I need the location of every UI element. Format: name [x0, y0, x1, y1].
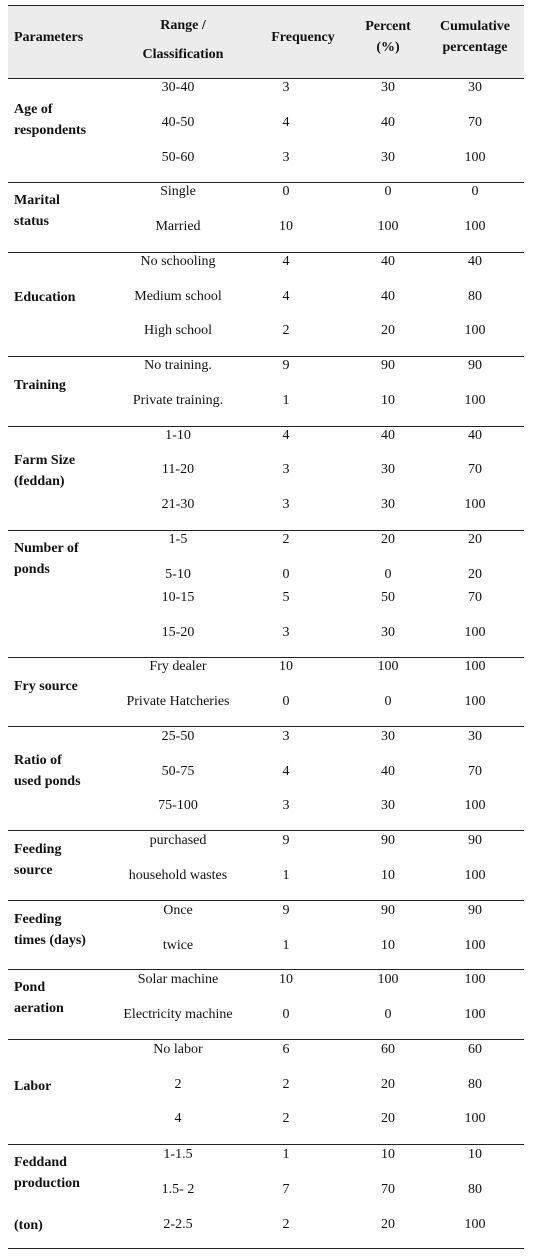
- range-cell: Solar machine: [137, 972, 219, 987]
- percent-cell: 40: [381, 428, 395, 443]
- frequency-cell: 2: [282, 532, 290, 547]
- range-cell: household wastes: [128, 868, 228, 883]
- cumulative-cell: 10: [468, 1147, 482, 1162]
- cumulative-cell: 100: [464, 938, 486, 953]
- cumulative-cell: 70: [468, 115, 482, 130]
- parameter-label: Training: [14, 378, 66, 393]
- cumulative-cell: 100: [464, 625, 486, 640]
- range-cell: No training.: [144, 358, 212, 373]
- range-cell: 1.5- 2: [161, 1182, 195, 1197]
- range-cell: No schooling: [140, 254, 216, 269]
- frequency-cell: 1: [282, 938, 290, 953]
- frequency-cell: 4: [282, 289, 290, 304]
- range-cell: 2: [174, 1077, 182, 1092]
- table-group: [8, 1144, 524, 1249]
- frequency-cell: 3: [282, 462, 290, 477]
- table-group: [8, 182, 524, 253]
- frequency-cell: 0: [282, 184, 290, 199]
- frequency-cell: 3: [282, 497, 290, 512]
- range-cell: 5-10: [165, 567, 191, 582]
- range-cell: Married: [155, 219, 201, 234]
- frequency-cell: 10: [279, 972, 293, 987]
- table-group: [8, 356, 524, 427]
- parameter-label: Ratio of used ponds: [14, 753, 81, 789]
- header-parameters: Parameters: [14, 30, 84, 45]
- frequency-cell: 0: [282, 1007, 290, 1022]
- percent-cell: 30: [381, 729, 395, 744]
- frequency-cell: 10: [279, 219, 293, 234]
- percent-cell: 70: [381, 1182, 395, 1197]
- range-cell: Once: [163, 903, 193, 918]
- percent-cell: 0: [384, 184, 392, 199]
- range-cell: Single: [160, 184, 196, 199]
- cumulative-cell: 100: [464, 219, 486, 234]
- cumulative-cell: 100: [464, 150, 486, 165]
- percent-cell: 10: [381, 938, 395, 953]
- frequency-cell: 2: [282, 1217, 290, 1232]
- cumulative-cell: 0: [471, 184, 479, 199]
- frequency-cell: 6: [282, 1042, 290, 1057]
- percent-cell: 10: [381, 1147, 395, 1162]
- cumulative-cell: 100: [464, 694, 486, 709]
- table-group: [8, 969, 524, 1040]
- frequency-cell: 3: [282, 150, 290, 165]
- range-cell: 1-1.5: [163, 1147, 193, 1162]
- percent-cell: 20: [381, 323, 395, 338]
- table-group: [8, 78, 524, 183]
- frequency-cell: 3: [282, 80, 290, 95]
- percent-cell: 20: [381, 1217, 395, 1232]
- frequency-cell: 9: [282, 833, 290, 848]
- frequency-cell: 7: [282, 1182, 290, 1197]
- percent-cell: 20: [381, 1111, 395, 1126]
- frequency-cell: 3: [282, 729, 290, 744]
- table-group: [8, 657, 524, 727]
- cumulative-cell: 90: [468, 903, 482, 918]
- parameter-label: Marital status: [14, 193, 60, 229]
- percent-cell: 20: [381, 1077, 395, 1092]
- range-cell: Private Hatcheries: [126, 694, 230, 709]
- frequency-cell: 9: [282, 358, 290, 373]
- percent-cell: 40: [381, 254, 395, 269]
- range-cell: 21-30: [161, 497, 195, 512]
- frequency-cell: 9: [282, 903, 290, 918]
- frequency-cell: 4: [282, 764, 290, 779]
- range-cell: 50-75: [161, 764, 195, 779]
- cumulative-cell: 100: [464, 323, 486, 338]
- percent-cell: 30: [381, 150, 395, 165]
- percent-cell: 30: [381, 497, 395, 512]
- cumulative-cell: 100: [464, 1007, 486, 1022]
- frequency-cell: 0: [282, 567, 290, 582]
- parameter-label: Number of ponds: [14, 541, 79, 577]
- cumulative-cell: 100: [464, 659, 486, 674]
- parameter-label: Pond aeration: [14, 980, 64, 1016]
- frequency-cell: 4: [282, 115, 290, 130]
- frequency-cell: 0: [282, 694, 290, 709]
- frequency-cell: 4: [282, 254, 290, 269]
- range-cell: 75-100: [158, 798, 198, 813]
- parameter-label: Feeding times (days): [14, 912, 86, 948]
- range-cell: 1-10: [165, 428, 191, 443]
- cumulative-cell: 20: [468, 567, 482, 582]
- range-cell: 30-40: [161, 80, 195, 95]
- cumulative-cell: 70: [468, 462, 482, 477]
- percent-cell: 0: [384, 1007, 392, 1022]
- table-group: [8, 830, 524, 901]
- cumulative-cell: 100: [464, 972, 486, 987]
- percent-cell: 60: [381, 1042, 395, 1057]
- cumulative-cell: 100: [464, 1111, 486, 1126]
- percent-cell: 40: [381, 115, 395, 130]
- percent-cell: 90: [381, 358, 395, 373]
- frequency-cell: 3: [282, 625, 290, 640]
- range-cell: 25-50: [161, 729, 195, 744]
- header-cumulative: Cumulative percentage: [440, 19, 510, 55]
- frequency-cell: 1: [282, 393, 290, 408]
- percent-cell: 20: [381, 532, 395, 547]
- percent-cell: 50: [381, 590, 395, 605]
- range-cell: Medium school: [134, 289, 222, 304]
- range-cell: twice: [162, 938, 194, 953]
- range-cell: No labor: [153, 1042, 203, 1057]
- range-cell: Private training.: [132, 393, 224, 408]
- range-cell: 10-15: [161, 590, 195, 605]
- percent-cell: 40: [381, 289, 395, 304]
- cumulative-cell: 20: [468, 532, 482, 547]
- cumulative-cell: 100: [464, 798, 486, 813]
- table-group: [8, 426, 524, 531]
- parameter-label: Labor: [14, 1079, 52, 1094]
- table-group: [8, 252, 524, 357]
- range-cell: 40-50: [161, 115, 195, 130]
- range-cell: 4: [174, 1111, 182, 1126]
- range-cell: High school: [143, 323, 213, 338]
- frequency-cell: 1: [282, 1147, 290, 1162]
- table-group: [8, 900, 524, 970]
- header-range: Range / Classification: [142, 18, 224, 62]
- cumulative-cell: 60: [468, 1042, 482, 1057]
- cumulative-cell: 90: [468, 358, 482, 373]
- cumulative-cell: 100: [464, 393, 486, 408]
- cumulative-cell: 100: [464, 1217, 486, 1232]
- percent-cell: 100: [377, 972, 399, 987]
- cumulative-cell: 70: [468, 590, 482, 605]
- percent-cell: 100: [377, 659, 399, 674]
- table-group: [8, 1039, 524, 1145]
- frequency-cell: 5: [282, 590, 290, 605]
- range-cell: Electricity machine: [123, 1007, 233, 1022]
- cumulative-cell: 40: [468, 254, 482, 269]
- cumulative-cell: 70: [468, 764, 482, 779]
- percent-cell: 0: [384, 567, 392, 582]
- range-cell: 15-20: [161, 625, 195, 640]
- parameter-label: Feeding source: [14, 842, 62, 878]
- percent-cell: 40: [381, 764, 395, 779]
- parameter-label: Education: [14, 290, 76, 305]
- percent-cell: 30: [381, 625, 395, 640]
- range-cell: purchased: [149, 833, 207, 848]
- header-percent: Percent (%): [365, 19, 411, 55]
- percent-cell: 30: [381, 462, 395, 477]
- percent-cell: 90: [381, 833, 395, 848]
- cumulative-cell: 40: [468, 428, 482, 443]
- frequency-cell: 10: [279, 659, 293, 674]
- cumulative-cell: 80: [468, 289, 482, 304]
- percent-cell: 100: [377, 219, 399, 234]
- range-cell: 50-60: [161, 150, 195, 165]
- frequency-cell: 3: [282, 798, 290, 813]
- range-cell: 11-20: [161, 462, 195, 477]
- frequency-cell: 4: [282, 428, 290, 443]
- table-group: [8, 726, 524, 831]
- percent-cell: 10: [381, 393, 395, 408]
- parameter-label: Farm Size (feddan): [14, 453, 76, 489]
- cumulative-cell: 30: [468, 729, 482, 744]
- range-cell: 2-2.5: [163, 1217, 193, 1232]
- cumulative-cell: 90: [468, 833, 482, 848]
- parameter-label: Fry source: [14, 679, 78, 694]
- percent-cell: 30: [381, 798, 395, 813]
- cumulative-cell: 100: [464, 868, 486, 883]
- cumulative-cell: 80: [468, 1182, 482, 1197]
- frequency-cell: 2: [282, 1111, 290, 1126]
- range-cell: Fry dealer: [149, 659, 207, 674]
- frequency-cell: 2: [282, 1077, 290, 1092]
- parameter-label: Feddand production (ton): [14, 1155, 80, 1233]
- percent-cell: 0: [384, 694, 392, 709]
- range-cell: 1-5: [168, 532, 188, 547]
- percent-cell: 90: [381, 903, 395, 918]
- cumulative-cell: 100: [464, 497, 486, 512]
- frequency-cell: 1: [282, 868, 290, 883]
- frequency-cell: 2: [282, 323, 290, 338]
- percent-cell: 30: [381, 80, 395, 95]
- parameter-label: Age of respondents: [14, 102, 87, 138]
- cumulative-cell: 80: [468, 1077, 482, 1092]
- table-header: [8, 5, 524, 79]
- cumulative-cell: 30: [468, 80, 482, 95]
- percent-cell: 10: [381, 868, 395, 883]
- header-frequency: Frequency: [271, 30, 335, 45]
- table-group: [8, 530, 524, 658]
